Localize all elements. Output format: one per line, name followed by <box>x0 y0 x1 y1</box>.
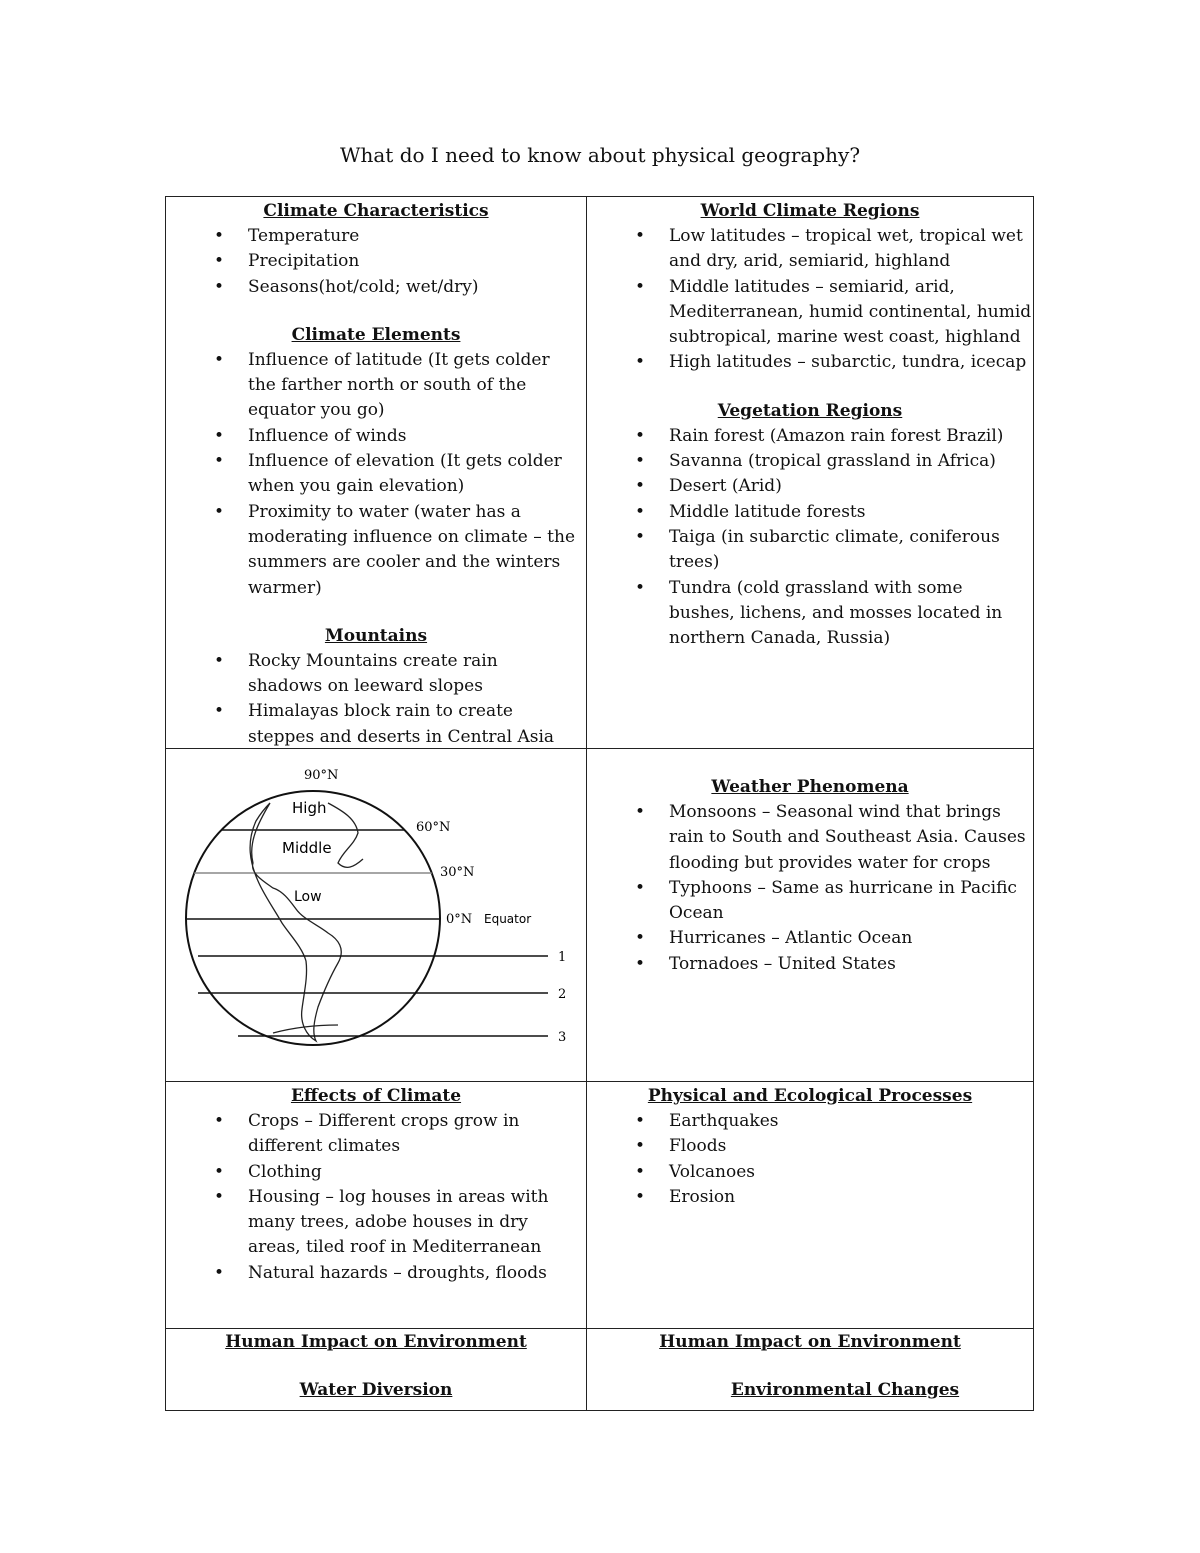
list-item: • Precipitation <box>166 249 586 274</box>
climate-elements-list <box>166 348 576 601</box>
mountains-heading: Mountains <box>324 625 428 646</box>
water-diversion-heading: Water Diversion <box>299 1380 453 1400</box>
world-climate-regions-list <box>587 224 1033 376</box>
list-item: • Himalayas block rain to create steppes and deserts in Central Asia <box>166 699 576 750</box>
effects-of-climate-heading: Effects of Climate <box>290 1086 462 1106</box>
label-30n: 30°N <box>440 865 475 880</box>
list-item: • High latitudes – subarctic, tundra, icecap <box>587 350 1033 375</box>
list-item: • Natural hazards – droughts, floods <box>166 1261 576 1286</box>
label-high: High <box>292 799 327 817</box>
weather-phenomena-list <box>587 800 1033 977</box>
list-item: • Housing – log houses in areas with many trees, adobe houses in dry areas, tiled roof in Mediterranean <box>166 1185 576 1261</box>
list-item: • Clothing <box>166 1160 576 1185</box>
list-item: • Floods <box>587 1134 1033 1159</box>
list-item: • Influence of latitude (It gets colder the farther north or south of the equator you go) <box>166 348 576 424</box>
climate-characteristics-heading: Climate Characteristics <box>263 201 489 221</box>
weather-phenomena-heading: Weather Phenomena <box>711 777 909 797</box>
list-item: • Volcanoes <box>587 1160 1033 1185</box>
label-line-3: 3 <box>558 1030 567 1045</box>
coastline-outline <box>328 803 363 867</box>
mountains-list <box>166 649 576 750</box>
effects-of-climate-list <box>166 1109 576 1286</box>
latitude-globe-diagram <box>178 763 578 1063</box>
climate-elements-heading: Climate Elements <box>291 324 461 345</box>
row-divider-2 <box>166 1081 1033 1082</box>
world-climate-regions-heading: World Climate Regions <box>700 201 920 221</box>
physical-ecological-processes-heading: Physical and Ecological Processes <box>647 1086 973 1106</box>
label-line-2: 2 <box>558 987 567 1002</box>
list-item: • Middle latitudes – semiarid, arid, Mediterranean, humid continental, humid subtropical, marine west coast, highland <box>587 275 1033 351</box>
label-line-1: 1 <box>558 950 567 965</box>
geography-table <box>165 196 1034 1411</box>
list-item: • Influence of winds <box>166 424 576 449</box>
label-middle: Middle <box>282 839 332 857</box>
cell-latitude-map <box>166 749 586 1081</box>
human-impact-left-heading: Human Impact on Environment <box>225 1332 527 1352</box>
physical-ecological-processes-list <box>587 1109 1033 1210</box>
list-item: • Middle latitude forests <box>587 500 1033 525</box>
list-item: • Crops – Different crops grow in different climates <box>166 1109 576 1160</box>
cell-climate <box>166 199 586 750</box>
label-equator: Equator <box>484 912 532 926</box>
list-item: • Temperature <box>166 224 586 249</box>
list-item: • Proximity to water (water has a moderating influence on climate – the summers are cooler and the winters warmer) <box>166 500 576 601</box>
vegetation-regions-heading: Vegetation Regions <box>717 400 903 421</box>
environmental-changes-heading: Environmental Changes <box>730 1380 960 1400</box>
cell-regions <box>587 199 1033 651</box>
list-item: • Earthquakes <box>587 1109 1033 1134</box>
label-low: Low <box>294 889 322 905</box>
cell-effects <box>166 1084 586 1286</box>
list-item: • Rocky Mountains create rain shadows on leeward slopes <box>166 649 576 700</box>
list-item: • Influence of elevation (It gets colder when you gain elevation) <box>166 449 576 500</box>
list-item: • Savanna (tropical grassland in Africa) <box>587 449 1033 474</box>
list-item: • Low latitudes – tropical wet, tropical wet and dry, arid, semiarid, highland <box>587 224 1033 275</box>
list-item: • Taiga (in subarctic climate, coniferous trees) <box>587 525 1033 576</box>
cell-weather <box>587 775 1033 977</box>
list-item: • Rain forest (Amazon rain forest Brazil) <box>587 424 1033 449</box>
list-item: • Monsoons – Seasonal wind that brings rain to South and Southeast Asia. Causes flooding but provides water for crops <box>587 800 1033 876</box>
page-title: What do I need to know about physical geography? <box>339 143 861 167</box>
cell-processes <box>587 1084 1033 1210</box>
list-item: • Hurricanes – Atlantic Ocean <box>587 926 1033 951</box>
label-60n: 60°N <box>416 820 451 835</box>
globe-outline <box>186 791 440 1045</box>
vegetation-regions-list <box>587 424 1033 652</box>
human-impact-right-heading: Human Impact on Environment <box>659 1332 961 1352</box>
list-item: • Tornadoes – United States <box>587 952 1033 977</box>
label-90n: 90°N <box>304 768 339 783</box>
list-item: • Erosion <box>587 1185 1033 1210</box>
climate-characteristics-list <box>166 224 586 300</box>
cell-human-impact-left <box>166 1330 586 1410</box>
label-0n: 0°N <box>446 912 473 927</box>
list-item: • Typhoons – Same as hurricane in Pacific Ocean <box>587 876 1033 927</box>
cell-human-impact-right <box>587 1330 1033 1410</box>
list-item: • Desert (Arid) <box>587 474 1033 499</box>
list-item: • Tundra (cold grassland with some bushes, lichens, and mosses located in northern Canada, Russia) <box>587 576 1033 652</box>
row-divider-3 <box>166 1328 1033 1329</box>
list-item: • Seasons(hot/cold; wet/dry) <box>166 275 586 300</box>
